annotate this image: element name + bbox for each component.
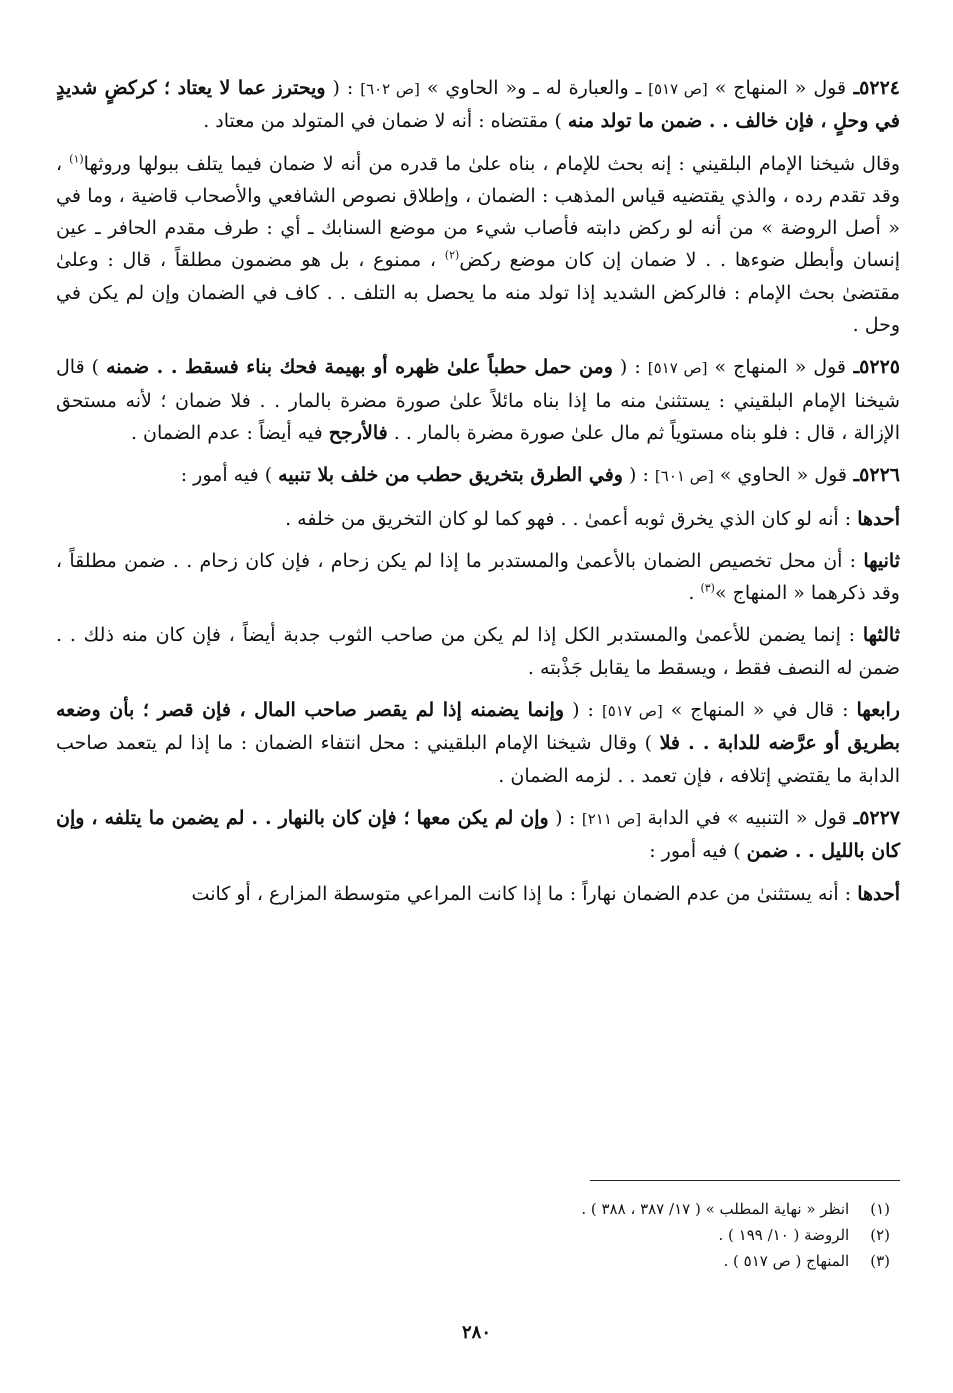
footnote-separator	[590, 1180, 900, 1181]
text-segment: : أن محل تخصيص الضمان بالأعمىٰ والمستدبر ما إذا لم يكن زحام ، فإن كان زحام . . ضمن مطلقاً ، وقد ذكرهما « المنهاج »	[56, 549, 900, 605]
bold-text: ٥٢٢٧ـ	[846, 806, 901, 829]
bold-text: وفي الطرق بتخريق حطب من خلف بلا تنبيه	[278, 464, 623, 487]
bold-text: رابعها	[856, 699, 900, 722]
text-segment: وقال شيخنا الإمام البلقيني : إنه بحث للإمام ، بناه علىٰ ما قدره من أنه لا ضمان فيما يتلف ببولها وروثها	[83, 152, 901, 175]
footnote-text: انظر « نهاية المطلب » ( ١٧/ ٣٨٧ ، ٣٨٨ ) .	[581, 1200, 850, 1218]
page-reference: [ص ٥١٧]	[648, 80, 708, 98]
page-reference: [ص ٦٠١]	[654, 467, 714, 486]
text-segment: ) مقتضاه : أنه لا ضمان في المتولد من معتاد .	[203, 110, 568, 133]
text-segment: : (	[548, 806, 582, 829]
page-reference: [ص ٦٠٢]	[360, 80, 420, 98]
paragraph	[56, 459, 900, 492]
text-segment: ، وقد تقدم رده ، والذي يقتضيه قياس المذهب : الضمان ، وإطلاق نصوص الشافعي والأصحاب قاضية ، وما في « أصل الروضة » من أنه لو ركض دابته فأصاب شيء من موضع السنابك ـ أي : طرف مقدم الحافر ـ عين إنسان وأبطل ضوءها . . لا ضمان إن كان موضع ركض	[56, 152, 901, 272]
main-text	[56, 72, 900, 920]
page-reference: [ص ٢١١]	[581, 809, 642, 828]
footnotes	[56, 1196, 900, 1274]
footnote-text: الروضة ( ١٠/ ١٩٩ ) .	[718, 1226, 850, 1244]
text-segment: قول « التنبيه » في الدابة	[641, 806, 847, 829]
footnote-item	[56, 1196, 900, 1222]
bold-text: وإنما يضمنه إذا لم يقصر صاحب المال ، فإن قصر ؛ بأن وضعه بطريق أو عرَّضه للدابة . . فلا	[56, 699, 901, 755]
bold-text: أحدها	[857, 882, 900, 905]
paragraph	[56, 802, 900, 868]
paragraph	[56, 503, 900, 535]
footnote-ref: (٣)	[700, 581, 715, 595]
bold-text: ومن حمل حطباً علىٰ ظهره أو بهيمة فحك بناء فسقط . . ضمنه	[106, 356, 613, 379]
text-segment: ) فيه أمور :	[649, 840, 747, 863]
footnote-number: (١)	[870, 1200, 890, 1218]
text-segment: : (	[612, 356, 648, 379]
text-segment: : (	[622, 464, 655, 487]
paragraph	[56, 878, 900, 910]
bold-text: ثانيها	[863, 549, 900, 572]
text-segment: ) فيه أمور :	[180, 464, 279, 487]
text-segment: قول « المنهاج »	[707, 77, 847, 99]
footnote-item	[56, 1248, 900, 1274]
bold-text: وإن لم يكن معها ؛ فإن كان بالنهار . . لم يضمن ما يتلفه ، وإن كان بالليل . . ضمن	[56, 806, 900, 863]
text-segment: : إنما يضمن للأعمىٰ والمستدبر الكل إذا لم يكن من صاحب الثوب جدبة أيضاً ، فإن كان منه ذلك . . ضمن له النصف فقط ، ويسقط ما يقابل جَذْبته .	[56, 624, 900, 679]
paragraph	[56, 694, 900, 792]
text-segment: ، ممنوع ، بل هو مضمون مطلقاً ، قال : وعلىٰ مقتضىٰ بحث الإمام : فالركض الشديد إذا تولد منه ما يحصل به التلف . . كاف في الضمان وإن لم يكن في وحل .	[56, 249, 900, 337]
bold-text: ويحترز عما لا يعتاد ؛ كركضٍ شديدٍ في وحلٍ ، فإن خالف . . ضمن ما تولد منه	[56, 77, 900, 133]
text-segment: : قال في « المنهاج »	[662, 699, 857, 722]
bold-text: ٥٢٢٦ـ	[846, 464, 900, 487]
footnote-text: المنهاج ( ص ٥١٧ ) .	[723, 1252, 850, 1270]
text-segment: : أنه يستثنىٰ من عدم الضمان نهاراً : ما إذا كانت المراعي متوسطة المزارع ، أو كانت	[191, 882, 858, 905]
paragraph	[56, 351, 900, 449]
footnote-number: (٢)	[870, 1226, 890, 1244]
paragraph	[56, 72, 900, 138]
bold-text: أحدها	[857, 507, 900, 530]
text-segment: : (	[564, 699, 602, 722]
page-number: ٢٨٠	[461, 1322, 491, 1343]
footnote-ref: (٢)	[444, 249, 460, 263]
footnote-number: (٣)	[870, 1252, 890, 1270]
bold-text: ثالثها	[862, 624, 900, 647]
text-segment: : (	[325, 77, 361, 99]
footnote-item	[56, 1222, 900, 1248]
text-segment: .	[688, 582, 701, 605]
text-segment: قول « الحاوي »	[713, 464, 847, 487]
page-reference: [ص ٥١٧]	[647, 359, 708, 378]
page-reference: [ص ٥١٧]	[601, 702, 663, 721]
text-segment: : أنه لو كان الذي يخرق ثوبه أعمىٰ . . فهو كما لو كان التخريق من خلفه .	[285, 507, 858, 530]
paragraph	[56, 619, 900, 684]
text-segment: ـ والعبارة له ـ و« الحاوي »	[419, 77, 649, 99]
bold-text: ٥٢٢٤ـ	[846, 77, 900, 99]
paragraph	[56, 148, 900, 342]
bold-text: فالأرجح	[328, 421, 388, 444]
paragraph	[56, 545, 900, 610]
text-segment: قول « المنهاج »	[707, 356, 847, 379]
footnote-ref: (١)	[69, 152, 84, 166]
text-segment: ) وقال شيخنا الإمام البلقيني : محل انتفاء الضمان : ما إذا لم يتعمد صاحب الدابة ما يقتضي إتلافه ، فإن تعمد . . لزمه الضمان .	[56, 732, 900, 787]
bold-text: ٥٢٢٥ـ	[846, 356, 900, 379]
text-segment: فيه أيضاً : عدم الضمان .	[130, 421, 329, 444]
text-segment: ) قال شيخنا الإمام البلقيني : يستثنىٰ منه ما إذا بناه مائلاً علىٰ صورة مضرة بالمار . . فلا ضمان ؛ لأنه مستحق الإزالة ، قال : فلو بناه مستوياً ثم مال علىٰ صورة مضرة بالمار . .	[56, 356, 900, 444]
